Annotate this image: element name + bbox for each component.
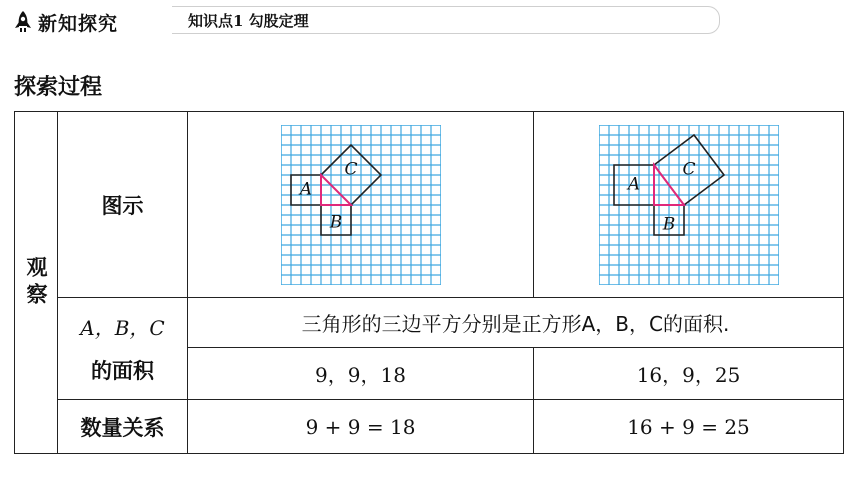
areas-left: 9，9，18 bbox=[188, 348, 534, 400]
grid-figure-left bbox=[281, 125, 441, 285]
knowledge-point-bar bbox=[172, 6, 720, 34]
table-row-figures bbox=[15, 112, 844, 298]
figure-cell-left bbox=[188, 112, 534, 298]
figure-label-b: B bbox=[662, 214, 675, 234]
statement-cell: 三角形的三边平方分别是正方形A，B，C的面积. bbox=[188, 298, 844, 348]
relation-right: 16 + 9 = 25 bbox=[534, 400, 844, 454]
table-row-statement bbox=[15, 298, 844, 348]
relation-left: 9 + 9 = 18 bbox=[188, 400, 534, 454]
side-label-cell bbox=[15, 112, 58, 454]
row-label-figure: 图示 bbox=[58, 112, 188, 298]
row-label-relation: 数量关系 bbox=[58, 400, 188, 454]
side-label: 观察 bbox=[24, 255, 48, 310]
rocket-icon bbox=[14, 10, 32, 34]
figure-label-c: C bbox=[343, 159, 358, 179]
grid-figure-right bbox=[599, 125, 779, 285]
figure-label-c: C bbox=[681, 159, 696, 179]
figure-label-a: A bbox=[627, 174, 640, 194]
header bbox=[14, 8, 118, 36]
observation-table bbox=[14, 111, 844, 454]
row-label-areas: A，B，C 的面积 bbox=[58, 298, 188, 400]
section-tag: 新知探究 bbox=[38, 12, 119, 35]
figure-label-b: B bbox=[329, 212, 342, 232]
figure-cell-right bbox=[534, 112, 844, 298]
page-title: 探索过程 bbox=[14, 75, 103, 100]
knowledge-point-label: 知识点1 勾股定理 bbox=[188, 11, 309, 30]
areas-right: 16，9，25 bbox=[534, 348, 844, 400]
figure-label-a: A bbox=[299, 179, 312, 199]
table-row-relation bbox=[15, 400, 844, 454]
